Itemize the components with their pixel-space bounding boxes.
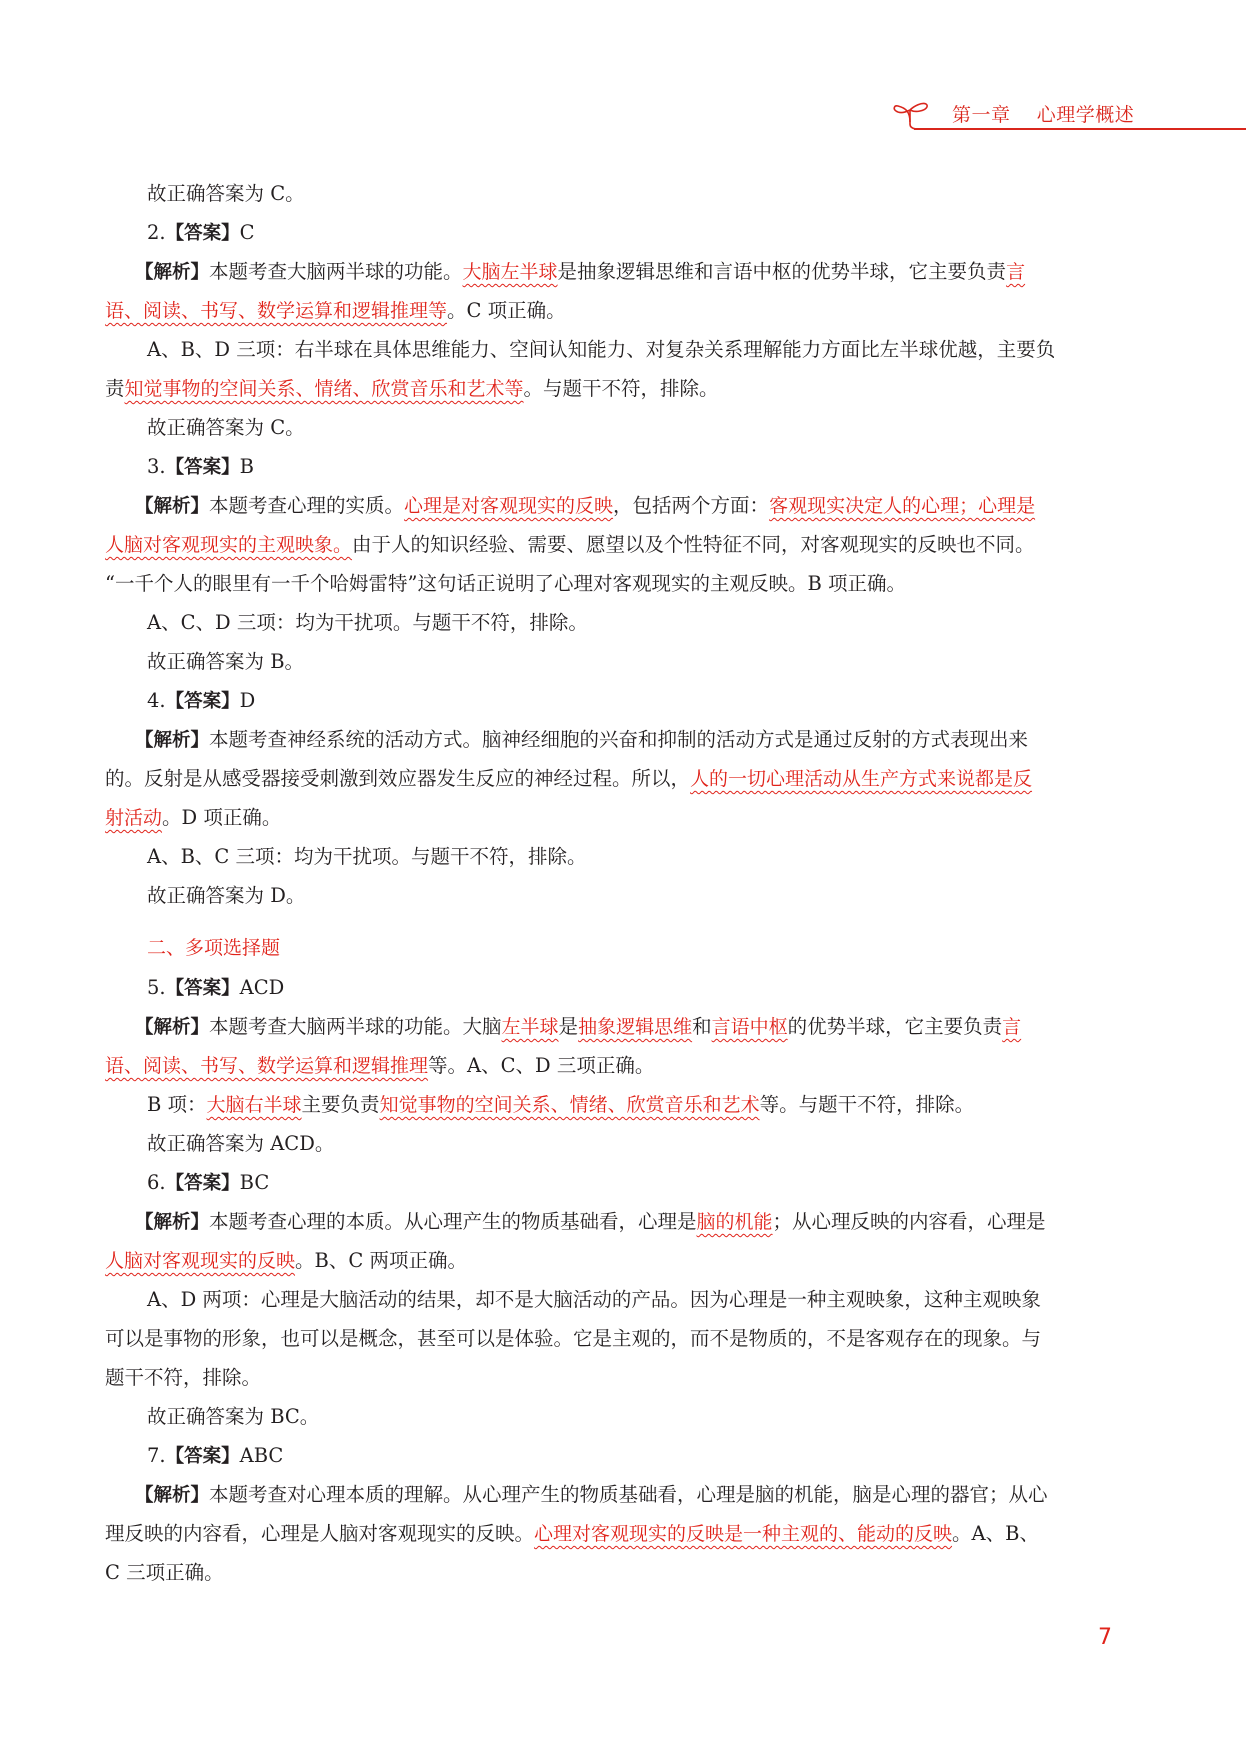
highlight: 脑的机能 (696, 1211, 773, 1233)
final-answer-q3: 故正确答案为 B。 (147, 650, 305, 673)
highlight: 心理是对客观现实的反映 (404, 495, 614, 517)
other-options-q2: A、B、D 三项：右半球在具体思维能力、空间认知能力、对复杂关系理解能力方面比左半球优越，主要负 (147, 338, 1056, 361)
answer-heading-q6: 6.【答案】BC (147, 1171, 270, 1194)
highlight: 人脑对客观现实的反映 (105, 1250, 296, 1272)
other-options-q6-cont: 可以是事物的形象，也可以是概念，甚至可以是体验。它是主观的，而不是物质的，不是客观存在的现象。与 (105, 1327, 1042, 1350)
analysis-q7-cont: 理反映的内容看，心理是人脑对客观现实的反映。心理对客观现实的反映是一种主观的、能动的反映。A、B、 (105, 1522, 1039, 1545)
answer-heading-q5: 5.【答案】ACD (147, 976, 285, 999)
highlight: 知觉事物的空间关系、情绪、欣赏音乐和艺术等 (124, 378, 524, 400)
final-answer-line: 故正确答案为 C。 (147, 182, 305, 205)
answer-heading-q2: 2.【答案】C (147, 221, 255, 244)
highlight: 射活动 (105, 807, 163, 829)
analysis-q3-cont: 人脑对客观现实的主观映象。由于人的知识经验、需要、愿望以及个性特征不同，对客观现实的反映也不同。 (105, 533, 1035, 556)
highlight: 言 (1002, 1016, 1022, 1038)
highlight: 人脑对客观现实的主观映象。 (105, 534, 353, 556)
final-answer-q4: 故正确答案为 D。 (147, 884, 306, 907)
section-heading-multiple-choice: 二、多项选择题 (147, 937, 281, 959)
analysis-q4-cont2: 射活动。D 项正确。 (105, 806, 282, 829)
other-options-q4: A、B、C 三项：均为干扰项。与题干不符，排除。 (147, 845, 587, 868)
highlight: 大脑左半球 (462, 261, 558, 283)
highlight: 知觉事物的空间关系、情绪、欣赏音乐和艺术 (379, 1094, 760, 1116)
analysis-q5: 【解析】本题考查大脑两半球的功能。大脑左半球是抽象逻辑思维和言语中枢的优势半球，它主要负责言 (135, 1015, 1022, 1038)
header-rule (914, 128, 1246, 130)
analysis-q7: 【解析】本题考查对心理本质的理解。从心理产生的物质基础看，心理是脑的机能，脑是心理的器官；从心 (135, 1483, 1048, 1506)
page-number: 7 (1098, 1625, 1112, 1650)
other-options-q5: B 项：大脑右半球主要负责知觉事物的空间关系、情绪、欣赏音乐和艺术等。与题干不符，排除。 (147, 1093, 975, 1116)
answer-heading-q4: 4.【答案】D (147, 689, 256, 712)
highlight: 抽象逻辑思维 (578, 1016, 693, 1038)
answer-explanations (105, 174, 1115, 1592)
highlight: 客观现实决定人的心理；心理是 (769, 495, 1036, 517)
highlight: 心理对客观现实的反映是一种主观的、能动的反映 (534, 1523, 953, 1545)
chapter-title (952, 100, 1134, 127)
highlight: 语、阅读、书写、数学运算和逻辑推理 (105, 1055, 429, 1077)
other-options-q6-cont2: 题干不符，排除。 (105, 1366, 262, 1389)
analysis-q2-cont: 语、阅读、书写、数学运算和逻辑推理等。C 项正确。 (105, 299, 566, 322)
answer-heading-q3: 3.【答案】B (147, 455, 254, 478)
analysis-q5-cont: 语、阅读、书写、数学运算和逻辑推理等。A、C、D 三项正确。 (105, 1054, 655, 1077)
analysis-q6: 【解析】本题考查心理的本质。从心理产生的物质基础看，心理是脑的机能；从心理反映的内容看，心理是 (135, 1210, 1046, 1233)
other-options-q6: A、D 两项：心理是大脑活动的结果，却不是大脑活动的产品。因为心理是一种主观映象，这种主观映象 (147, 1288, 1041, 1311)
analysis-q3-cont2: “一千个人的眼里有一千个哈姆雷特”这句话正说明了心理对客观现实的主观反映。B 项正确。 (105, 572, 906, 595)
running-header (884, 96, 1246, 136)
final-answer-q6: 故正确答案为 BC。 (147, 1405, 320, 1428)
analysis-q4: 【解析】本题考查神经系统的活动方式。脑神经细胞的兴奋和抑制的活动方式是通过反射的方式表现出来 (135, 728, 1029, 751)
analysis-q6-cont: 人脑对客观现实的反映。B、C 两项正确。 (105, 1249, 467, 1272)
highlight: 人的一切心理活动从生产方式来说都是反 (690, 768, 1033, 790)
chapter-number: 第一章 (952, 104, 1011, 126)
final-answer-q5: 故正确答案为 ACD。 (147, 1132, 335, 1155)
analysis-q2: 【解析】本题考查大脑两半球的功能。大脑左半球是抽象逻辑思维和言语中枢的优势半球，它主要负责言 (135, 260, 1026, 283)
highlight: 左半球 (501, 1016, 559, 1038)
highlight: 言语中枢 (711, 1016, 788, 1038)
highlight: 大脑右半球 (206, 1094, 302, 1116)
analysis-q3: 【解析】本题考查心理的实质。心理是对客观现实的反映，包括两个方面：客观现实决定人的心理；心理是 (135, 494, 1036, 517)
analysis-q4-cont: 的。反射是从感受器接受刺激到效应器发生反应的神经过程。所以，人的一切心理活动从生产方式来说都是反 (105, 767, 1033, 790)
answer-heading-q7: 7.【答案】ABC (147, 1444, 284, 1467)
highlight: 言 (1006, 261, 1026, 283)
final-answer-q2: 故正确答案为 C。 (147, 416, 305, 439)
other-options-q3: A、C、D 三项：均为干扰项。与题干不符，排除。 (147, 611, 588, 634)
analysis-q7-cont2: C 三项正确。 (105, 1561, 224, 1584)
sprout-icon (892, 96, 932, 130)
highlight: 语、阅读、书写、数学运算和逻辑推理等 (105, 300, 448, 322)
other-options-q2-cont: 责知觉事物的空间关系、情绪、欣赏音乐和艺术等。与题干不符，排除。 (105, 377, 719, 400)
chapter-name: 心理学概述 (1036, 104, 1135, 126)
